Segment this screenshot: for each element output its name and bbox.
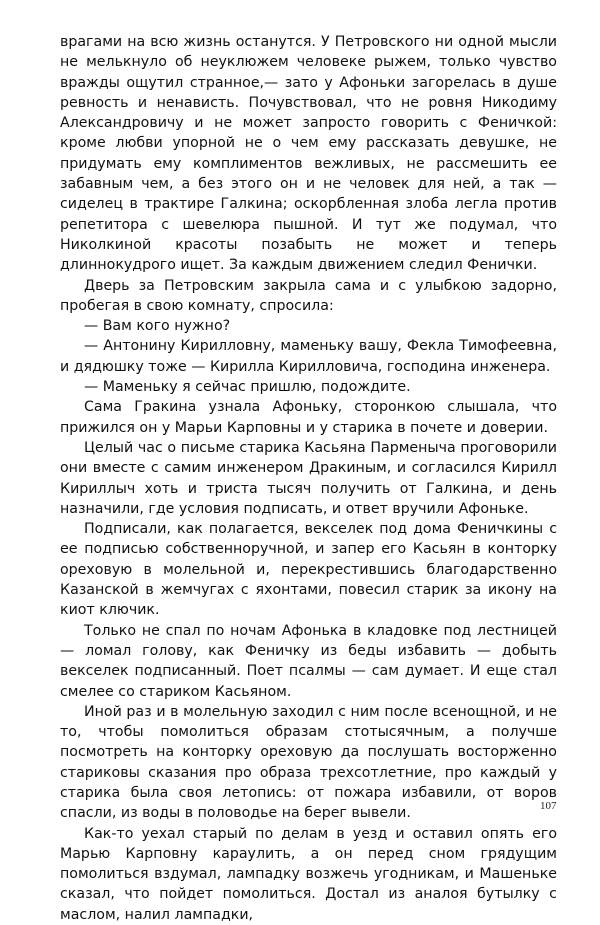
page-number: 107 (540, 800, 557, 812)
paragraph: Как-то уехал старый по делам в уезд и оставил опять его Марью Карповну караулить, а он перед сном грядущим помолиться вздумал, лампадку возжечь угодникам, и Машеньке сказал, что пойдет помолиться. Достал из аналоя бутылку с маслом, налил лампадки, (60, 825, 557, 923)
paragraph: Подписали, как полагается, векселек под дома Феничкины с ее подписью собственноручной, и запер его Касьян в конторку ореховую в молельной и, перекрестившись благодарственно Казанской в жемчугах с яхонтами, повесил старик за икону на киот ключик. (60, 521, 557, 619)
dialogue-line: — Вам кого нужно? (84, 318, 231, 335)
paragraph: Только не спал по ночам Афонька в кладовке под лестницей — ломал голову, как Феничку из беды избавить — добыть векселек подписанный. Поет псалмы — сам думает. И еще стал смелее со стариком Касьяном. (60, 622, 557, 700)
dialogue-line: — Антонину Кирилловну, маменьку вашу, Фекла Тимофеевна, и дядюшку тоже — Кирилла Кирилловича, господина инженера. (60, 338, 557, 375)
paragraph: Иной раз и в молельную заходил с ним после всенощной, и не то, чтобы помолиться образам стотысячным, а получше посмотреть на конторку ореховую да послушать восторженно стариковы сказания про образа трехсотлетние, про каждый у старика была своя летопись: от пожара избавили, от воров спасли, из воды в половодье на берег вывели. (60, 703, 557, 822)
paragraph-continuation: врагами на всю жизнь останутся. У Петровского ни одной мысли не мелькнуло об неуклюжем человеке рыжем, только чувство вражды ощутил странное,— зато у Афоньки загорелась в душе ревность и ненависть. Почувствовал, что не ровня Никодиму Александровичу и не может запросто говорить с Феничкой: кроме любви упорной не о чем ему рассказать девушке, не придумать ему комплиментов вежливых, не рассмешить ее забавным чем, а без этого он и не человек для ней, а так — сиделец в трактире Галкина; оскорбленная злоба легла против репетитора с шевелюра пышной. И тут же подумал, что Николкиной красоты позабыть не может и теперь длиннокудрого ищет. За каждым движением следил Фенички. (60, 34, 557, 274)
paragraph: Целый час о письме старика Касьяна Парменыча проговорили они вместе с самим инженером Дракиным, и согласился Кирилл Кириллыч хоть и триста тысяч получить от Галкина, и день назначили, где условия подписать, и ответ вручили Афоньке. (60, 439, 557, 517)
paragraph: Дверь за Петровским закрыла сама и с улыбкою задорно, пробегая в свою комнату, спросила: (60, 277, 557, 314)
paragraph: Сама Гракина узнала Афоньку, сторонкою слышала, что прижился он у Марьи Карповны и у старика в почете и доверии. (60, 399, 557, 436)
page-text (60, 32, 557, 925)
dialogue-line: — Маменьку я сейчас пришлю, подождите. (84, 379, 411, 396)
